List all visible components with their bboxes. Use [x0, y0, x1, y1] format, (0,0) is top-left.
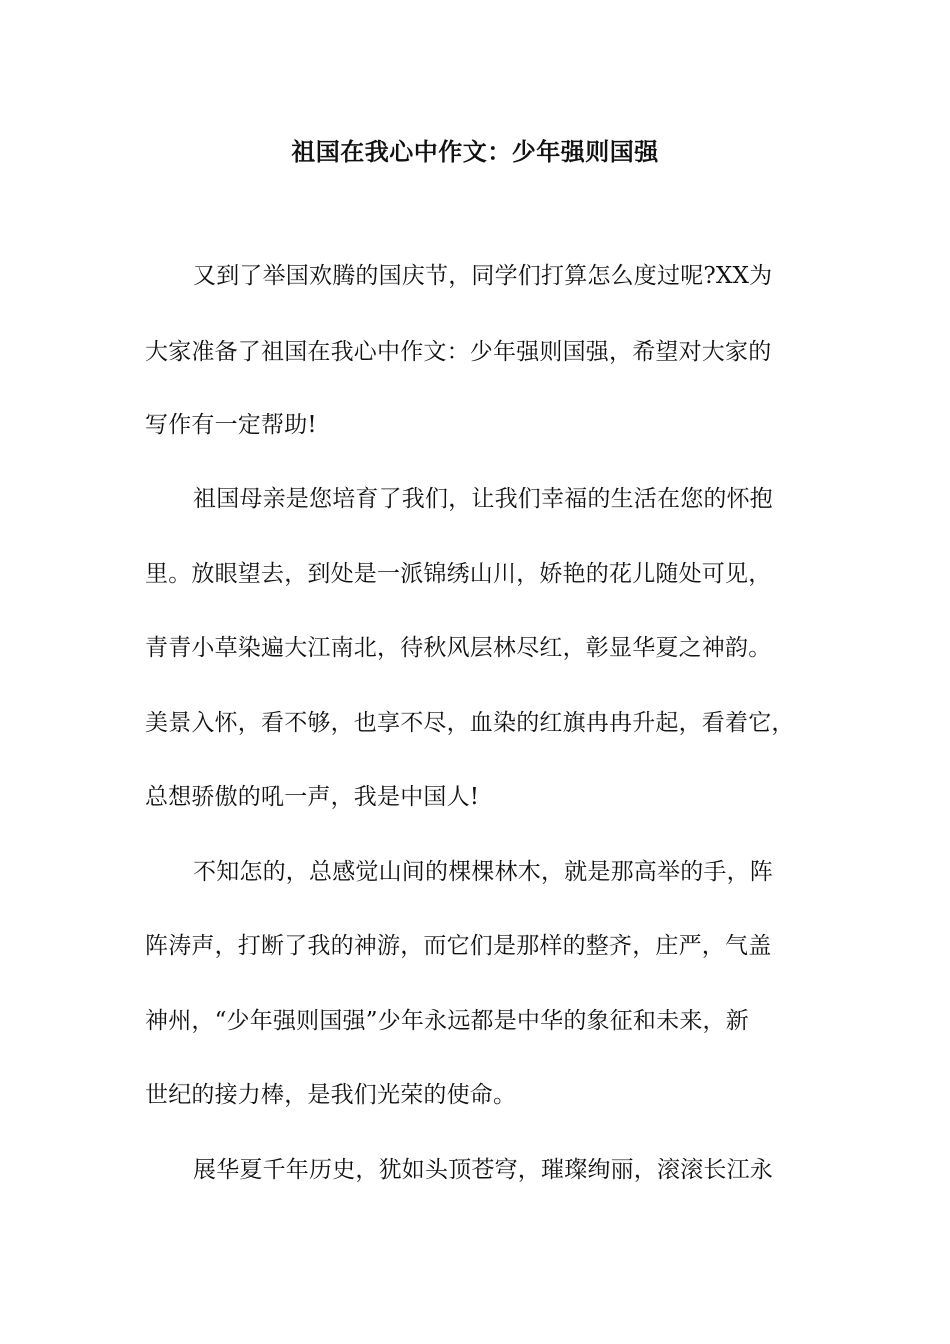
paragraph-line: 大家准备了祖国在我心中作文：少年强则国强，希望对大家的	[145, 339, 772, 365]
paragraph-line: 青青小草染遍大江南北，待秋风层林尽红，彰显华夏之神韵。	[145, 635, 772, 661]
paragraph-line: 展华夏千年历史，犹如头顶苍穹，璀璨绚丽，滚滚长江永	[193, 1157, 773, 1183]
paragraph-line: 里。放眼望去，到处是一派锦绣山川，娇艳的花儿随处可见，	[145, 561, 772, 587]
paragraph-line: 总想骄傲的吼一声，我是中国人!	[145, 784, 480, 810]
paragraph-line: 神州，“少年强则国强”少年永远都是中华的象征和未来，新	[145, 1008, 749, 1034]
paragraph-line: 世纪的接力棒，是我们光荣的使命。	[145, 1082, 517, 1108]
paragraph-line: 写作有一定帮助!	[145, 412, 317, 438]
document-title: 祖国在我心中作文：少年强则国强	[291, 138, 659, 166]
paragraph-line: 阵涛声，打断了我的神游，而它们是那样的整齐，庄严，气盖	[145, 933, 772, 959]
paragraph-line: 不知怎的，总感觉山间的棵棵林木，就是那高举的手，阵	[193, 859, 773, 885]
paragraph-line: 祖国母亲是您培育了我们，让我们幸福的生活在您的怀抱	[193, 486, 773, 512]
paragraph-line: 又到了举国欢腾的国庆节，同学们打算怎么度过呢?XX为	[193, 263, 773, 289]
paragraph-line: 美景入怀，看不够，也享不尽，血染的红旗冉冉升起，看着它，	[145, 710, 795, 736]
